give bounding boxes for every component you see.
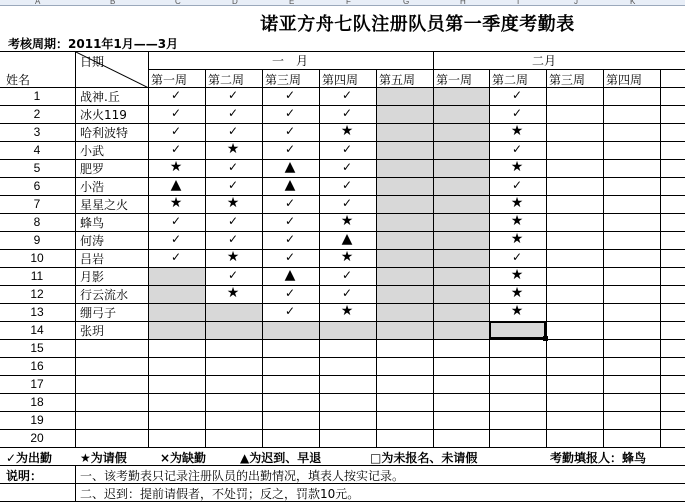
present-mark[interactable]: ✓ [227,88,239,102]
row-number: 12 [30,287,44,301]
fill-handle[interactable] [543,336,548,341]
present-mark[interactable]: ✓ [341,142,353,156]
present-mark[interactable]: ✓ [227,232,239,246]
late-mark[interactable]: ▲ [284,159,296,175]
present-mark[interactable]: ✓ [511,106,523,120]
column-letter[interactable]: J [574,0,578,6]
column-letter[interactable]: A [35,0,41,6]
member-name[interactable]: 绷弓子 [80,306,117,320]
column-letter[interactable]: F [346,0,351,6]
grid-vline [546,69,547,447]
row-number: 10 [30,251,44,265]
leave-mark[interactable]: ★ [510,195,524,211]
shaded-cell [205,303,262,321]
leave-mark[interactable]: ★ [510,303,524,319]
row-number: 7 [33,197,41,211]
present-mark[interactable]: ✓ [284,286,296,300]
notes-line1: 一、该考勤表只记录注册队员的出勤情况，填表人按实记录。 [80,469,405,483]
row-number: 4 [33,143,41,157]
member-name[interactable]: 吕岩 [80,252,105,266]
leave-mark[interactable]: ★ [510,123,524,139]
row-number: 17 [30,377,44,391]
column-letter[interactable]: K [630,0,636,6]
present-mark[interactable]: ✓ [227,214,239,228]
row-number: 11 [30,269,44,283]
grid-hline [0,393,685,394]
present-mark[interactable]: ✓ [227,160,239,174]
grid-vline [75,465,76,501]
column-letter[interactable]: I [517,0,520,6]
column-header-bar [0,0,685,6]
week-header: 第三周 [549,73,586,87]
week-header: 第四周 [322,73,359,87]
header-name-label: 姓名 [6,73,31,87]
grid-vline [75,51,76,447]
notes-line2: 二、迟到：提前请假者，不处罚；反之，罚款10元。 [80,487,360,501]
column-letter[interactable]: H [460,0,466,6]
row-number: 16 [30,359,44,373]
member-name[interactable]: 蜂鸟 [80,216,105,230]
present-mark[interactable]: ✓ [170,88,182,102]
member-name[interactable]: 哈利波特 [80,126,129,140]
row-number: 19 [30,413,44,427]
leave-mark[interactable]: ★ [340,303,354,319]
leave-mark[interactable]: ★ [226,249,240,265]
grid-hline [0,339,685,340]
present-mark[interactable]: ✓ [284,214,296,228]
row-number: 9 [33,233,41,247]
present-mark[interactable]: ✓ [341,106,353,120]
late-mark[interactable]: ▲ [284,267,296,283]
leave-mark[interactable]: ★ [510,267,524,283]
present-mark[interactable]: ✓ [511,142,523,156]
present-mark[interactable]: ✓ [341,196,353,210]
grid-hline [0,375,685,376]
legend-present: ✓为出勤 [6,451,53,465]
grid-vline [660,69,661,447]
week-header: 第一周 [151,73,188,87]
period-label: 考核周期： [8,37,69,51]
member-name[interactable]: 星星之火 [80,198,129,212]
present-mark[interactable]: ✓ [227,106,239,120]
present-mark[interactable]: ✓ [170,142,182,156]
late-mark[interactable]: ▲ [341,231,353,247]
week-header: 第二周 [208,73,245,87]
present-mark[interactable]: ✓ [284,304,296,318]
column-letter[interactable]: E [289,0,295,6]
late-mark[interactable]: ▲ [284,177,296,193]
member-name[interactable]: 小浩 [80,180,105,194]
column-letter[interactable]: B [110,0,116,6]
period-value: 2011年1月——3月 [68,37,179,51]
grid-vline [376,69,377,447]
shaded-cell [148,267,205,321]
present-mark[interactable]: ✓ [284,88,296,102]
grid-hline [0,357,685,358]
row-number: 20 [30,431,44,445]
leave-mark[interactable]: ★ [340,249,354,265]
present-mark[interactable]: ✓ [341,160,353,174]
row-number: 5 [33,161,41,175]
present-mark[interactable]: ✓ [170,106,182,120]
leave-mark[interactable]: ★ [510,285,524,301]
leave-mark[interactable]: ★ [226,195,240,211]
period [8,35,178,52]
header-month1: 一 月 [272,54,309,68]
present-mark[interactable]: ✓ [284,106,296,120]
row-number: 18 [30,395,44,409]
present-mark[interactable]: ✓ [511,178,523,192]
present-mark[interactable]: ✓ [170,250,182,264]
member-name[interactable]: 小武 [80,144,105,158]
present-mark[interactable]: ✓ [284,142,296,156]
leave-mark[interactable]: ★ [510,231,524,247]
present-mark[interactable]: ✓ [170,124,182,138]
leave-mark[interactable]: ★ [169,195,183,211]
present-mark[interactable]: ✓ [170,214,182,228]
sheet-title: 诺亚方舟七队注册队员第一季度考勤表 [260,14,575,35]
grid-hline [0,411,685,412]
row-number: 8 [33,215,41,229]
week-header: 第四周 [606,73,643,87]
present-mark[interactable]: ✓ [227,268,239,282]
present-mark[interactable]: ✓ [341,178,353,192]
grid-hline [0,447,685,448]
grid-hline [0,429,685,430]
present-mark[interactable]: ✓ [341,286,353,300]
present-mark[interactable]: ✓ [284,196,296,210]
leave-mark[interactable]: ★ [340,123,354,139]
legend-reporter: 考勤填报人：蜂鸟 [550,451,647,465]
grid-hline [0,51,685,52]
leave-mark[interactable]: ★ [510,159,524,175]
late-mark[interactable]: ▲ [170,177,182,193]
grid-vline [603,69,604,447]
present-mark[interactable]: ✓ [284,232,296,246]
week-header: 第五周 [379,73,416,87]
notes-label: 说明： [6,469,43,483]
leave-mark[interactable]: ★ [340,213,354,229]
present-mark[interactable]: ✓ [227,124,239,138]
row-number: 14 [30,323,44,337]
member-name[interactable]: 肥罗 [80,162,105,176]
present-mark[interactable]: ✓ [227,178,239,192]
row-number: 2 [33,107,41,121]
legend-absent: ×为缺勤 [160,451,207,465]
row-number: 13 [30,305,44,319]
leave-mark[interactable]: ★ [226,285,240,301]
member-name[interactable]: 何涛 [80,234,105,248]
row-number: 6 [33,179,41,193]
grid-hline [148,69,685,70]
leave-mark[interactable]: ★ [226,141,240,157]
present-mark[interactable]: ✓ [284,250,296,264]
week-header: 第二周 [492,73,529,87]
header-month2: 二月 [532,54,557,68]
member-name[interactable]: 张玥 [80,324,105,338]
member-name[interactable]: 月影 [80,270,105,284]
legend-late: ▲为迟到、早退 [240,451,322,465]
leave-mark[interactable]: ★ [510,213,524,229]
present-mark[interactable]: ✓ [170,232,182,246]
row-number: 3 [33,125,41,139]
present-mark[interactable]: ✓ [511,250,523,264]
grid-vline [433,51,434,447]
member-name[interactable]: 冰火119 [80,108,127,122]
present-mark[interactable]: ✓ [284,124,296,138]
legend-unregistered: □为未报名、未请假 [370,451,478,465]
week-header: 第三周 [265,73,302,87]
week-header: 第一周 [436,73,473,87]
present-mark[interactable]: ✓ [341,268,353,282]
present-mark[interactable]: ✓ [341,88,353,102]
present-mark[interactable]: ✓ [511,88,523,102]
column-letter[interactable]: G [403,0,410,6]
legend-leave: ★为请假 [80,451,127,465]
column-letter[interactable]: D [232,0,238,6]
row-number: 1 [33,89,41,103]
row-number: 15 [30,341,44,355]
selected-cell[interactable] [489,321,546,339]
column-letter[interactable]: C [175,0,181,6]
leave-mark[interactable]: ★ [169,159,183,175]
member-name[interactable]: 战神.丘 [80,90,120,104]
member-name[interactable]: 行云流水 [80,288,129,302]
header-date-label: 日期 [80,55,105,69]
